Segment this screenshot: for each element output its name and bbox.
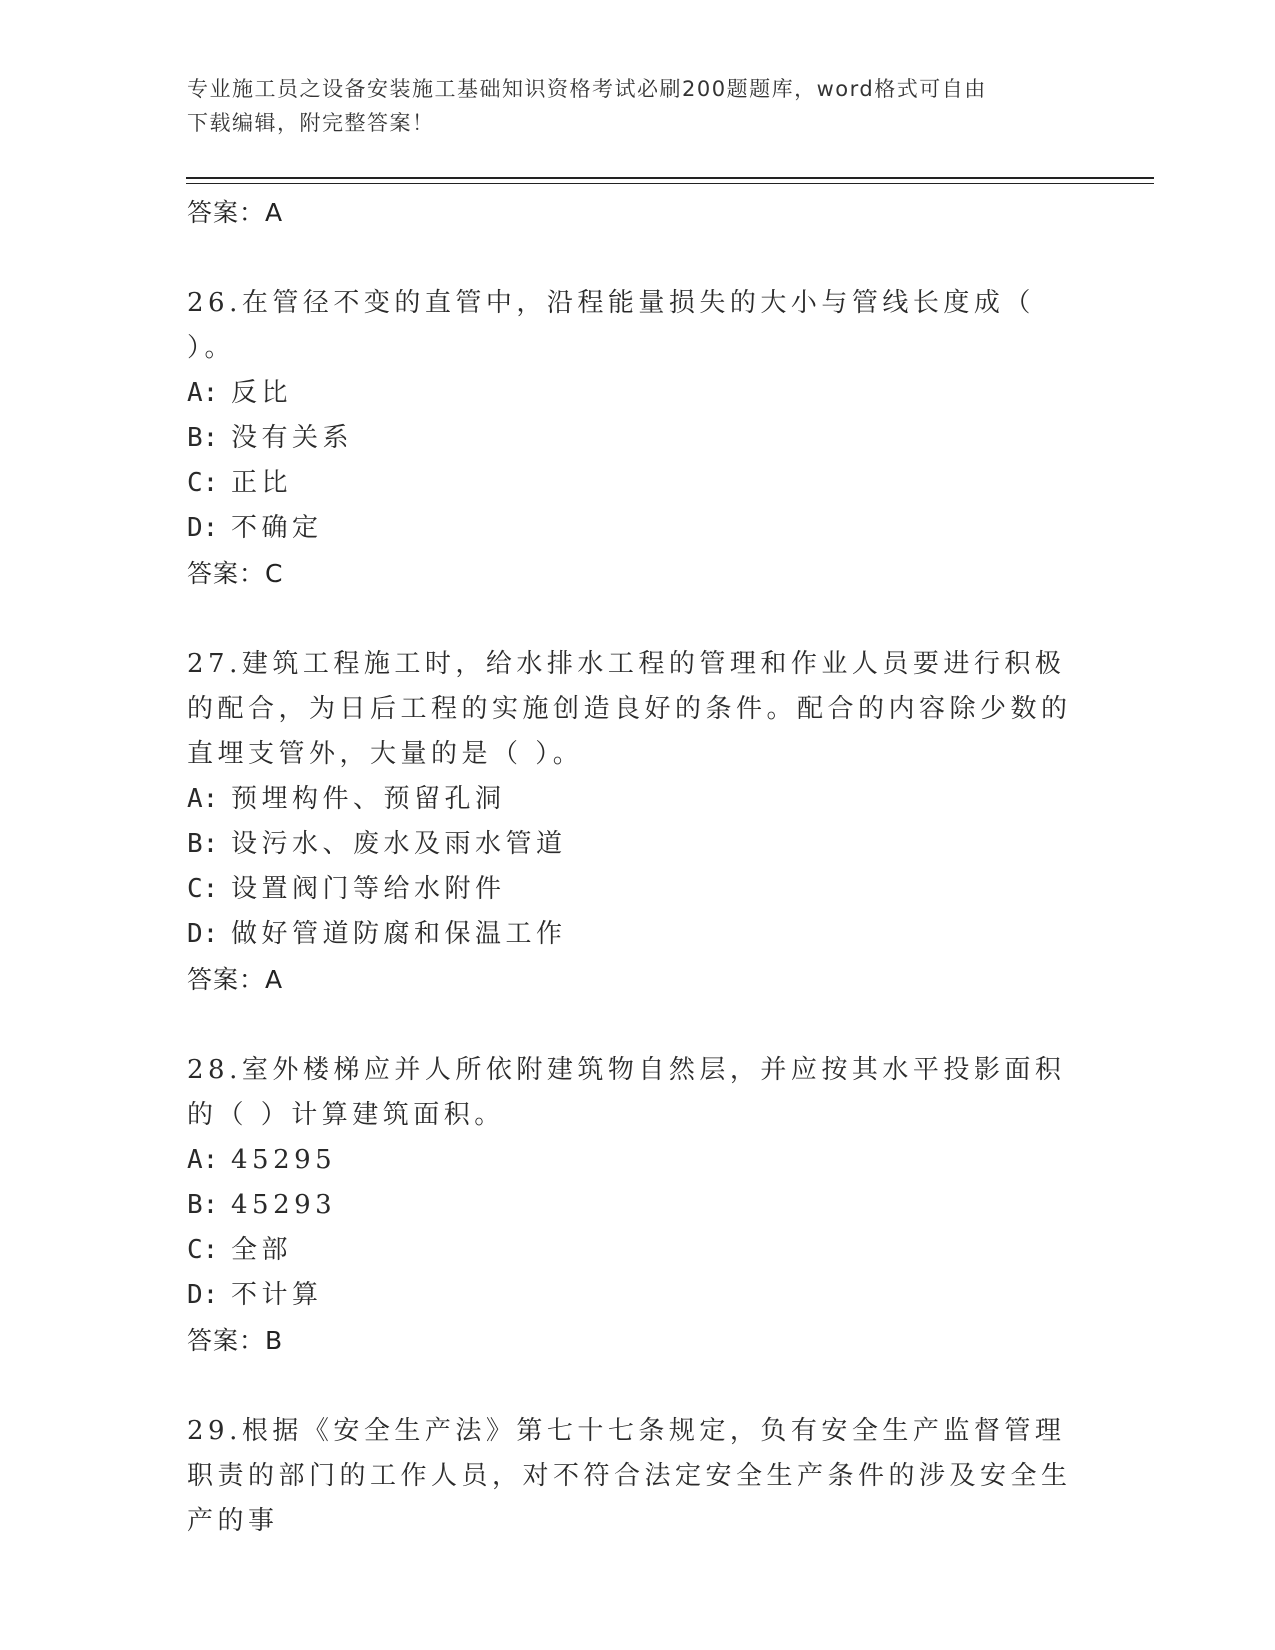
option-c xyxy=(187,461,1087,506)
answer-line: 答案：C xyxy=(187,559,284,588)
option-c xyxy=(187,867,1087,912)
answer-line: 答案：A xyxy=(187,198,284,227)
document-body xyxy=(187,190,1087,1544)
option-letter: C: xyxy=(187,874,219,904)
option-letter: B: xyxy=(187,423,219,453)
option-d xyxy=(187,506,1087,551)
option-letter: D: xyxy=(187,513,219,543)
option-letter: A: xyxy=(187,378,219,408)
question-block xyxy=(187,1048,1087,1363)
spacer xyxy=(187,596,1087,642)
option-text: 全部 xyxy=(231,1235,293,1265)
option-letter: D: xyxy=(187,919,219,949)
option-letter: B: xyxy=(187,1190,219,1220)
question-text: 26.在管径不变的直管中，沿程能量损失的大小与管线长度成（ ）。 xyxy=(187,288,1035,363)
question-text: 29.根据《安全生产法》第七十七条规定，负有安全生产监督管理职责的部门的工作人员，对不符合法定安全生产条件的涉及安全生产的事 xyxy=(187,1416,1072,1536)
option-letter: A: xyxy=(187,784,219,814)
question-text: 28.室外楼梯应并人所依附建筑物自然层，并应按其水平投影面积的（ ）计算建筑面积。 xyxy=(187,1055,1066,1130)
option-text: 设污水、废水及雨水管道 xyxy=(231,829,567,859)
option-text: 反比 xyxy=(231,378,293,408)
question-block xyxy=(187,281,1087,596)
option-b xyxy=(187,416,1087,461)
option-text: 预埋构件、预留孔洞 xyxy=(231,784,506,814)
header-rule-thin xyxy=(186,183,1154,184)
option-letter: C: xyxy=(187,468,219,498)
question-text: 27.建筑工程施工时，给水排水工程的管理和作业人员要进行积极的配合，为日后工程的实施创造良好的条件。配合的内容除少数的直埋支管外，大量的是（ ）。 xyxy=(187,649,1072,769)
option-text: 设置阀门等给水附件 xyxy=(231,874,506,904)
option-b xyxy=(187,822,1087,867)
option-d xyxy=(187,912,1087,957)
question-block xyxy=(187,1409,1087,1544)
option-d xyxy=(187,1273,1087,1318)
option-text: 正比 xyxy=(231,468,293,498)
option-text: 没有关系 xyxy=(231,423,354,453)
option-text: 45295 xyxy=(231,1145,337,1175)
header-rule-thick xyxy=(186,177,1154,179)
header-line-1: 专业施工员之设备安装施工基础知识资格考试必刷200题题库，word格式可自由 xyxy=(187,77,987,101)
header-line-2: 下载编辑，附完整答案！ xyxy=(187,111,435,135)
option-text: 不确定 xyxy=(231,513,323,543)
option-text: 45293 xyxy=(231,1190,337,1220)
spacer xyxy=(187,1002,1087,1048)
option-text: 做好管道防腐和保温工作 xyxy=(231,919,567,949)
option-a xyxy=(187,371,1087,416)
option-a xyxy=(187,1138,1087,1183)
spacer xyxy=(187,1363,1087,1409)
option-letter: D: xyxy=(187,1280,219,1310)
spacer xyxy=(187,235,1087,281)
document-header xyxy=(187,72,1067,140)
option-a xyxy=(187,777,1087,822)
option-text: 不计算 xyxy=(231,1280,323,1310)
option-c xyxy=(187,1228,1087,1273)
option-b xyxy=(187,1183,1087,1228)
option-letter: C: xyxy=(187,1235,219,1265)
option-letter: B: xyxy=(187,829,219,859)
question-block xyxy=(187,642,1087,1002)
answer-line: 答案：B xyxy=(187,1326,284,1355)
option-letter: A: xyxy=(187,1145,219,1175)
answer-line: 答案：A xyxy=(187,965,284,994)
